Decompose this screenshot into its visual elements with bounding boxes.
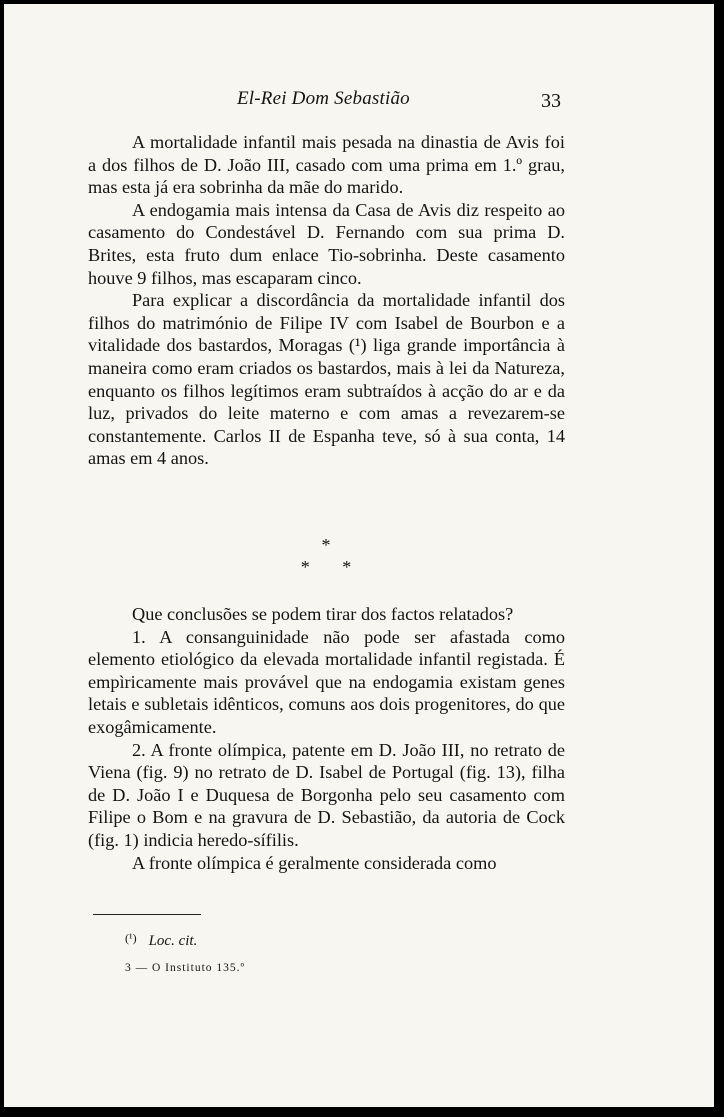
footnote-mark: (¹) (125, 931, 137, 945)
signature-mark: 3 — O Instituto 135.º (125, 962, 246, 974)
paragraph: 1. A consanguinidade não pode ser afastada como elemento etiológico da elevada mortalidade infantil registada. É empìricamente mais provável que na endogamia existam genes letais e subletais idênticos, comuns aos dois progenitores, do que exogâmicamente. (88, 626, 565, 737)
body-section-1 (88, 131, 565, 470)
footnote-text: Loc. cit. (148, 933, 198, 949)
asterism-bottom: * * (300, 557, 352, 577)
asterism-top: * (321, 535, 331, 555)
footnote (125, 931, 197, 950)
page-number: 33 (541, 90, 561, 112)
paragraph: 2. A fronte olímpica, patente em D. João III, no retrato de Viena (fig. 9) no retrato de D. Isabel de Portugal (fig. 13), filha de D. João I e Duquesa de Borgonha pelo seu casamento com Filipe o Bom e na gravura de D. Sebastião, da autoria de Cock (fig. 1) indicia heredo-sífilis. (88, 739, 565, 850)
paragraph: Para explicar a discordância da mortalidade infantil dos filhos do matrimónio de Filipe IV com Isabel de Bourbon e a vitalidade dos bastardos, Moragas (¹) liga grande importância à maneira como eram criados os bastardos, mais à lei da Natureza, enquanto os filhos legítimos eram subtraídos à acção do ar e da luz, privados do leite materno e com amas a revezarem-se constantemente. Carlos II de Espanha teve, só à sua conta, 14 amas em 4 anos. (88, 290, 565, 469)
paragraph: A fronte olímpica é geralmente considerada como (132, 852, 497, 873)
running-title: El-Rei Dom Sebastião (237, 88, 410, 109)
paragraph: Que conclusões se podem tirar dos factos relatados? (132, 604, 514, 624)
asterism-divider (286, 534, 366, 578)
paragraph: A endogamia mais intensa da Casa de Avis diz respeito ao casamento do Condestável D. Fernando com sua prima D. Brites, esta fruto dum enlace Tio-sobrinha. Deste casamento houve 9 filhos, mas escaparam cinco. (88, 199, 565, 288)
paragraph: A mortalidade infantil mais pesada na dinastia de Avis foi a dos filhos de D. João III, casado com uma prima em 1.º grau, mas esta já era sobrinha da mãe do marido. (88, 132, 565, 198)
footnote-divider (93, 914, 201, 915)
body-section-2 (88, 603, 565, 874)
document-page (4, 4, 714, 1107)
